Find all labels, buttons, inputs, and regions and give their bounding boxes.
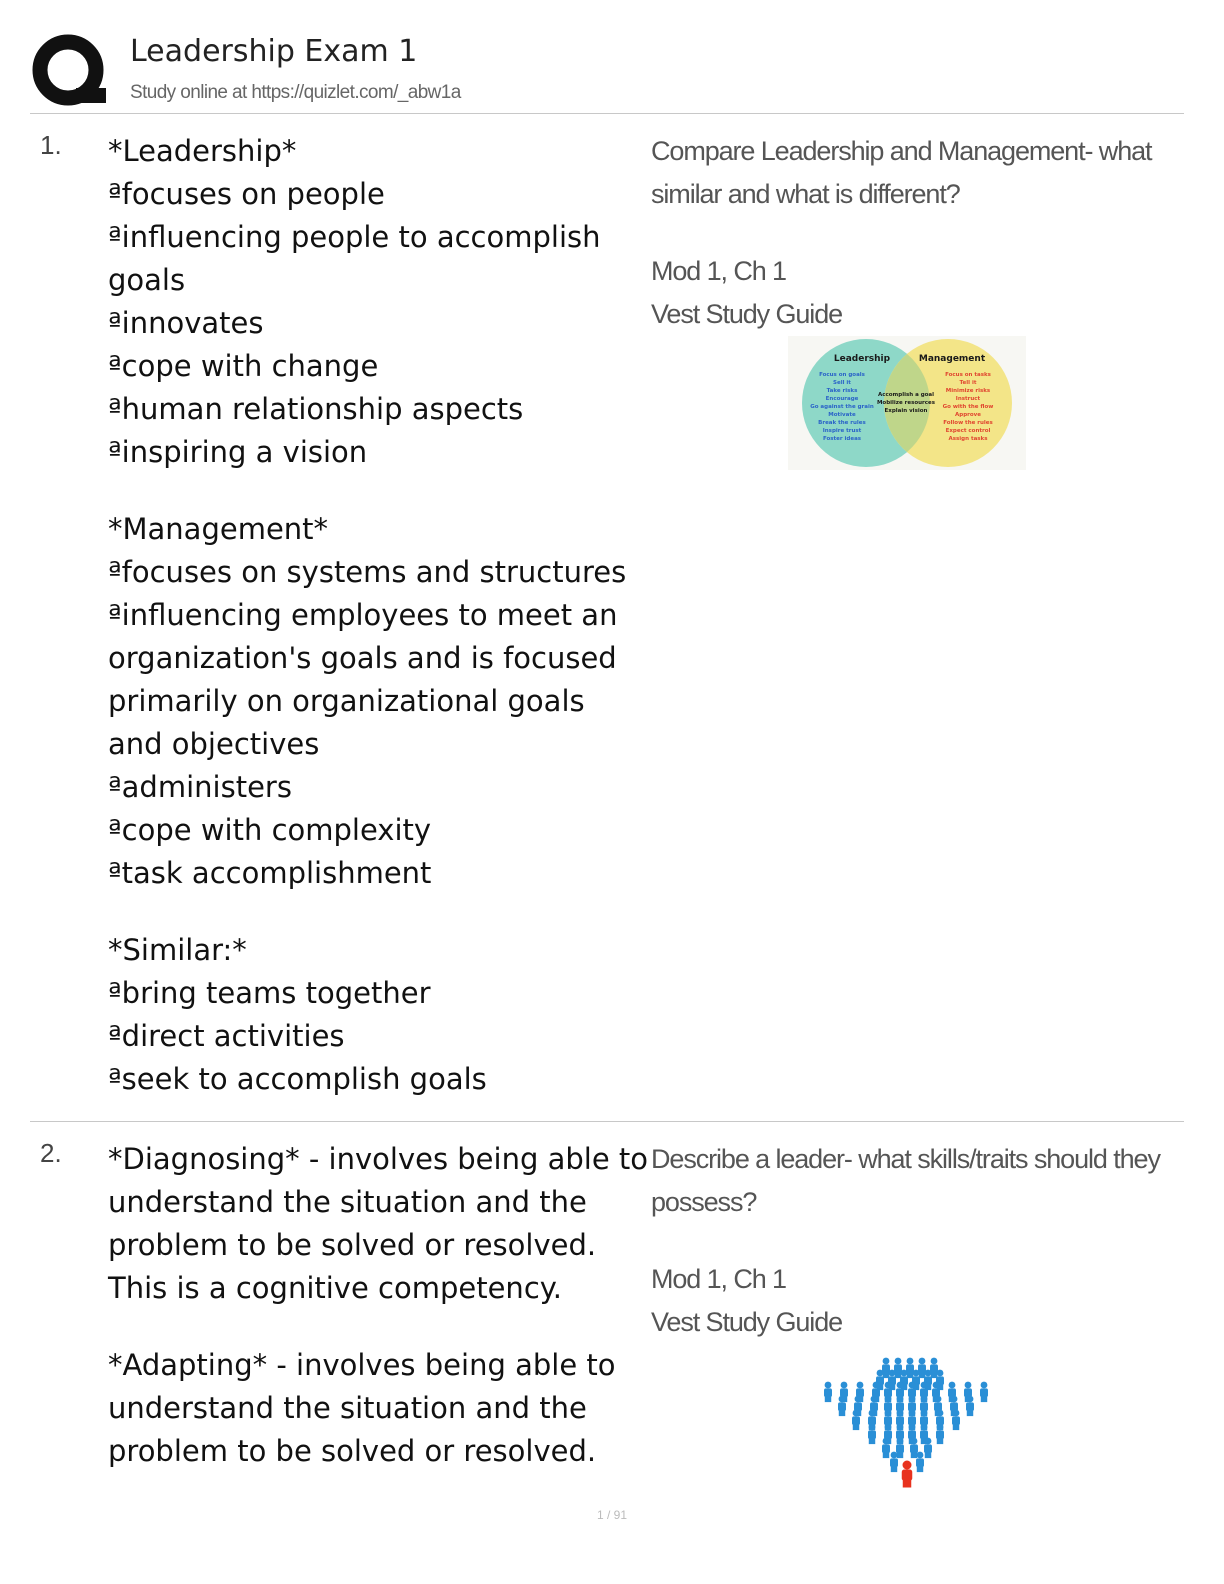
study-online-link[interactable]: Study online at https://quizlet.com/_abw1a (130, 82, 461, 103)
card-question (651, 130, 1186, 336)
follower-figure (980, 1382, 988, 1403)
list-item: ªtask accomplishment (108, 856, 432, 890)
venn-item: Expect control (945, 428, 991, 434)
follower-figure (936, 1424, 944, 1445)
venn-item: Mobilize resources (876, 400, 936, 406)
list-item: ªinfluencing employees to meet an organization's goals and is focused primarily on organizational goals and objectives (108, 598, 618, 761)
diagnosing-text: *Diagnosing* - involves being able to understand the situation and the problem to be solved or resolved. This is a cognitive competency. (108, 1142, 648, 1305)
leadership-heading: *Leadership* (108, 134, 297, 168)
venn-item: Take risks (826, 388, 858, 394)
list-item: ªseek to accomplish goals (108, 1062, 487, 1096)
follower-figure (838, 1396, 846, 1417)
list-item: ªadministers (108, 770, 292, 804)
follower-figure (930, 1358, 938, 1379)
card-question (651, 1138, 1186, 1344)
venn-item: Motivate (828, 412, 856, 418)
follower-figure (906, 1358, 914, 1379)
list-item: ªinfluencing people to accomplish goals (108, 220, 601, 297)
card-answer (108, 1138, 648, 1473)
question-source: Vest Study Guide (651, 1307, 843, 1337)
venn-center-items (877, 392, 936, 414)
page-header (30, 28, 1184, 114)
venn-item: Break the rules (818, 420, 866, 426)
similar-section (108, 929, 648, 1101)
leader-followers-image (788, 1355, 1026, 1500)
card-number: 2. (40, 1138, 62, 1168)
list-item: ªinspiring a vision (108, 435, 368, 469)
follower-figure (916, 1452, 924, 1473)
follower-figure (824, 1382, 832, 1403)
venn-item: Go with the flow (942, 404, 994, 410)
page-number: 1 / 91 (596, 1508, 628, 1522)
adapting-text: *Adapting* - involves being able to understand the situation and the problem to be solved or resolved. (108, 1348, 616, 1468)
question-text: Describe a leader- what skills/traits should they possess? (651, 1144, 1160, 1217)
venn-item: Focus on tasks (945, 372, 991, 378)
venn-item: Accomplish a goal (877, 392, 935, 398)
follower-figure (882, 1438, 890, 1459)
venn-item: Approve (955, 412, 981, 418)
management-heading: *Management* (108, 512, 329, 546)
follower-figure (918, 1358, 926, 1379)
venn-right-title: Management (918, 354, 986, 364)
follower-figure (890, 1452, 898, 1473)
answer-paragraph (108, 1344, 648, 1473)
follower-figure (868, 1424, 876, 1445)
answer-paragraph (108, 1138, 648, 1310)
question-source: Mod 1, Ch 1 (651, 256, 786, 286)
card-number: 1. (40, 130, 62, 160)
follower-figure (882, 1358, 890, 1379)
venn-item: Inspire trust (822, 428, 862, 434)
follower-figure (894, 1358, 902, 1379)
card-answer (108, 130, 648, 1101)
list-item: ªdirect activities (108, 1019, 345, 1053)
question-source: Vest Study Guide (651, 299, 843, 329)
leader-figure (902, 1461, 913, 1488)
follower-figure (924, 1438, 932, 1459)
venn-item: Focus on goals (819, 372, 865, 378)
venn-item: Follow the rules (943, 420, 993, 426)
list-item: ªcope with change (108, 349, 379, 383)
list-item: ªbring teams together (108, 976, 431, 1010)
document-title: Leadership Exam 1 (130, 34, 418, 69)
list-item: ªfocuses on systems and structures (108, 555, 627, 589)
venn-item: Assign tasks (948, 436, 988, 442)
list-item: ªhuman relationship aspects (108, 392, 524, 426)
quizlet-logo-icon (30, 32, 110, 112)
follower-figure (952, 1410, 960, 1431)
venn-item: Go against the grain (810, 404, 874, 410)
venn-item: Encourage (825, 396, 859, 402)
venn-item: Tell it (959, 380, 977, 386)
venn-item: Sell it (833, 380, 851, 386)
follower-figure (852, 1410, 860, 1431)
follower-figure (966, 1396, 974, 1417)
venn-item: Foster ideas (822, 436, 862, 442)
similar-heading: *Similar:* (108, 933, 247, 967)
divider (30, 1121, 1184, 1122)
venn-item: Minimize risks (945, 388, 991, 394)
question-source: Mod 1, Ch 1 (651, 1264, 786, 1294)
leadership-section (108, 130, 648, 474)
list-item: ªinnovates (108, 306, 264, 340)
question-text: Compare Leadership and Management- what similar and what is different? (651, 136, 1152, 209)
management-section (108, 508, 648, 895)
venn-left-title: Leadership (833, 354, 891, 364)
divider (30, 113, 1184, 114)
venn-item: Explain vision (884, 408, 928, 414)
list-item: ªfocuses on people (108, 177, 385, 211)
leadership-management-venn-diagram (788, 336, 1026, 470)
list-item: ªcope with complexity (108, 813, 432, 847)
venn-item: Instruct (955, 396, 981, 402)
